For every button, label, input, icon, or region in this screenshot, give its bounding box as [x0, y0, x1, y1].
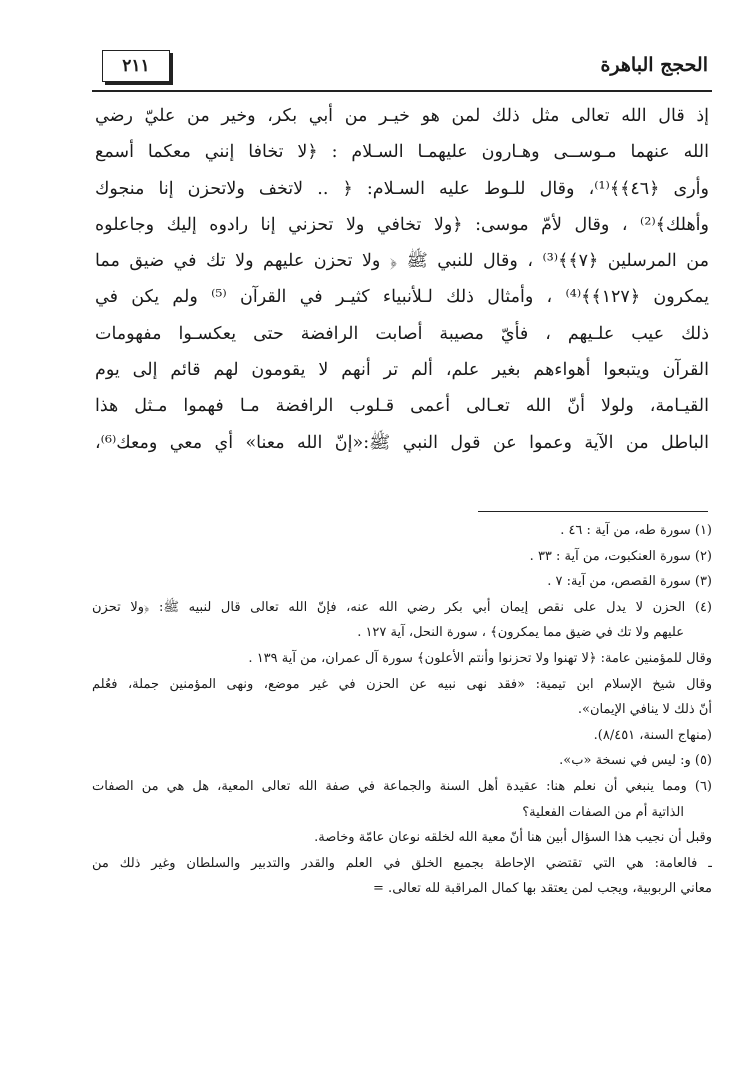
footnote-line: وقال للمؤمنين عامة: ﴿لا تهنوا ولا تحزنوا وأنتم الأعلون﴾ سورة آل عمران، من آية ١٣٩ . — [248, 650, 712, 666]
footnote-line: (٤) الحزن لا يدل على نقص إيمان أبي بكر رضي الله عنه، فإنّ الله تعالى قال لنبيه ﷺ: ﴿ولا تحزن — [92, 599, 712, 615]
body-line: إذ قال الله تعالى مثل ذلك لمن هو خيـر من أبي بكر، وخير من عليّ رضي — [95, 106, 709, 126]
main-text — [95, 98, 709, 461]
running-title: الحجج الباهرة — [600, 54, 708, 76]
page-number: ٢١١ — [102, 50, 170, 82]
footnotes — [92, 518, 712, 902]
footnote-line: (٣) سورة القصص، من آية: ٧ . — [547, 574, 712, 590]
body-line: يمكرون ﴿١٢٧﴾﴾⁽⁴⁾ ، وأمثال ذلك لـلأنبياء كثيـر في القرآن ⁽⁵⁾ ولم يكن في — [95, 287, 709, 308]
footnote-line: (منهاج السنة، ٨/٤٥١). — [593, 727, 712, 743]
body-line: القرآن ويتبعوا أهواءهم بغير علم، ألم تر أنهم لا يقومون لهم قائم إلى يوم — [95, 360, 709, 381]
footnote-line: وقال شيخ الإسلام ابن تيمية: «فقد نهى نبيه عن الحزن في غير موضع، ونهى المؤمنين جملة، فعُلم — [92, 676, 712, 692]
body-line: وأرى ﴿٤٦﴾﴾⁽¹⁾، وقال للـوط عليه السـلام: ﴿ .. لاتخف ولاتحزن إنا منجوك — [95, 178, 709, 199]
footnote-line: ـ فالعامة: هي التي تقتضي الإحاطة بجميع الخلق في العلم والقدر والتدبير والسلطان وغير ذلك من — [92, 855, 712, 871]
footnote-line: وقبل أن نجيب هذا السؤال أبين هنا أنّ معية الله لخلقه نوعان عامّة وخاصة. — [314, 830, 712, 846]
footnote-line: (٥) و: ليس في نسخة «ب». — [559, 753, 712, 769]
body-line: ذلك عيب علـيهم ، فأيّ مصيبة أصابت الرافضة حتى يعكسـوا مفهومات — [95, 323, 709, 344]
footnote-line: (١) سورة طه، من آية : ٤٦ . — [560, 523, 712, 538]
page-header — [92, 46, 712, 92]
footnote-line: معاني الربوبية، ويجب لمن يعتقد بها كمال المراقبة لله تعالى. = — [373, 881, 712, 897]
footnote-line: أنّ ذلك لا ينافي الإيمان». — [577, 702, 712, 718]
footnote-divider — [478, 511, 708, 512]
footnote-line: الذاتية أم من الصفات الفعلية؟ — [522, 804, 684, 820]
body-line: الله عنهما مـوســى وهـارون عليهمـا السـلام : ﴿لا تخافا إنني معكما أسمع — [95, 142, 709, 163]
footnote-line: (٦) ومما ينبغي أن نعلم هنا: عقيدة أهل السنة والجماعة في صفة الله تعالى المعية، هل هي من الصفات — [92, 778, 712, 794]
body-line: الباطل من الآية وعموا عن قول النبي ﷺ:«إنّ الله معنا» أي معي ومعك⁽⁶⁾، — [95, 432, 709, 453]
body-line: من المرسلين ﴿٧﴾﴾⁽³⁾ ، وقال للنبي ﷺ ﴿ ولا تحزن عليهم ولا تك في ضيق مما — [95, 251, 709, 272]
footnote-line: عليهم ولا تك في ضيق مما يمكرون﴾ ، سورة النحل، آية ١٢٧ . — [357, 625, 684, 641]
body-line: وأهلك﴾⁽²⁾ ، وقال لأمّ موسى: ﴿ولا تخافي ولا تحزني إنا رادوه إليك وجاعلوه — [95, 214, 709, 235]
body-line: القيـامة، ولولا أنّ الله تعـالى أعمى قـلوب الرافضة مـا فهموا مـثل هذا — [95, 396, 709, 417]
footnote-line: (٢) سورة العنكبوت، من آية : ٣٣ . — [529, 548, 712, 564]
